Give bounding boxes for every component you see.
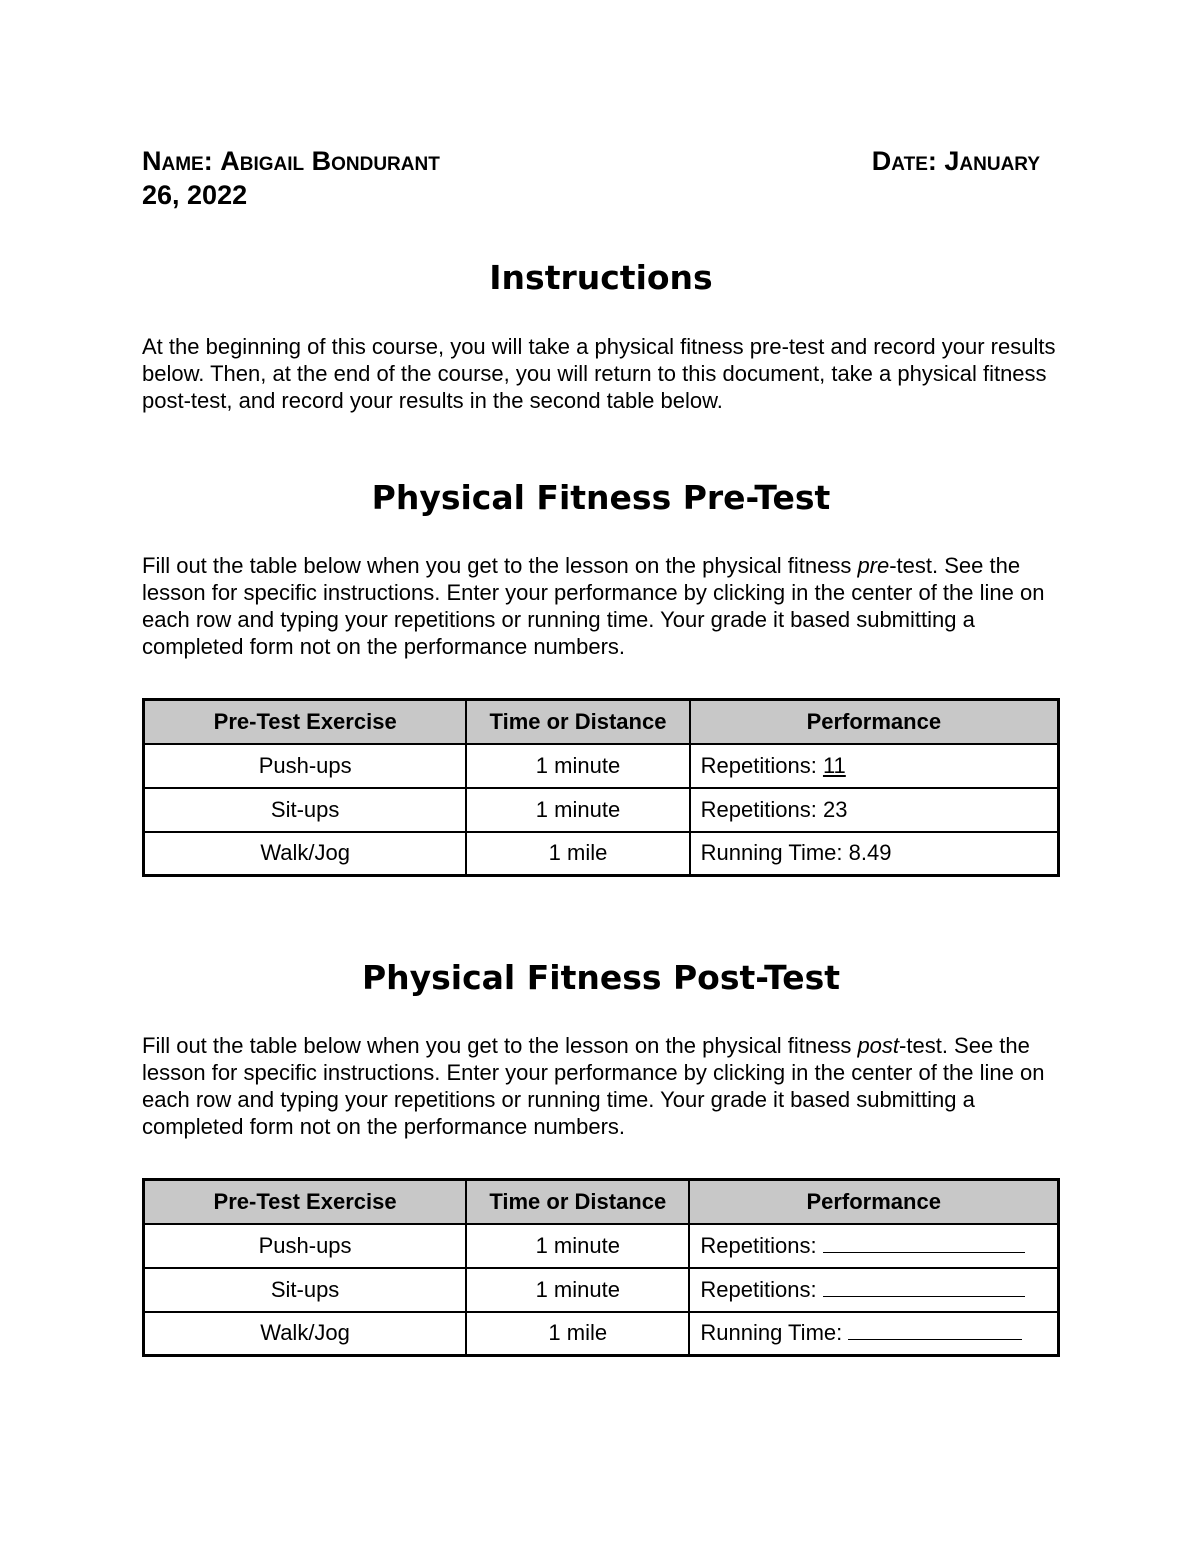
instructions-text: At the beginning of this course, you will take a physical fitness pre-test and record your results below. Then, at the end of the course, you will return to this document, take a physical fitness post-test, and record your results in the second table below. [142,334,1056,413]
table-header-row [144,1180,1059,1224]
time-cell: 1 minute [466,1268,689,1312]
performance-field[interactable]: Running Time: 8.49 [690,832,1059,876]
date-value-line1: January [944,146,1040,176]
column-header-time: Time or Distance [466,1180,689,1224]
header-line [142,144,1060,210]
column-header-time: Time or Distance [466,700,689,744]
exercise-cell: Push-ups [144,1224,467,1268]
column-header-exercise: Pre-Test Exercise [144,1180,467,1224]
performance-field[interactable]: Running Time: [689,1312,1058,1356]
performance-value[interactable]: 23 [822,796,848,822]
performance-value[interactable]: 11 [822,752,846,778]
time-cell: 1 mile [466,832,689,876]
performance-field[interactable]: Repetitions: 11 [690,744,1059,788]
column-header-exercise: Pre-Test Exercise [144,700,467,744]
pretest-title: Physical Fitness Pre-Test [371,478,831,517]
time-cell: 1 minute [466,1224,689,1268]
time-cell: 1 minute [466,744,689,788]
performance-field[interactable]: Repetitions: [689,1268,1058,1312]
performance-value[interactable]: 8.49 [848,840,892,866]
table-header-row [144,700,1059,744]
exercise-cell: Push-ups [144,744,467,788]
table-row [144,1224,1059,1268]
instructions-title: Instructions [489,258,713,297]
table-row [144,744,1059,788]
name-value: Abigail Bondurant [220,146,440,176]
performance-blank-line[interactable] [823,1278,1025,1297]
time-cell: 1 mile [466,1312,689,1356]
pretest-instructions: Fill out the table below when you get to the lesson on the physical fitness pre-test. See the lesson for specific instructions. Enter your performance by clicking in the center of the line on each row and typing your repetitions or running time. Your grade it based submitting a completed form not on the performance numbers. [142,553,1045,659]
name-label: Name: [142,146,213,176]
performance-field[interactable]: Repetitions: 23 [690,788,1059,832]
date-label: Date: [871,146,937,176]
performance-field[interactable]: Repetitions: [689,1224,1058,1268]
posttest-table [142,1178,1060,1357]
exercise-cell: Walk/Jog [144,1312,467,1356]
performance-blank-line[interactable] [823,1234,1025,1253]
table-row [144,1312,1059,1356]
exercise-cell: Sit-ups [144,788,467,832]
pretest-table [142,698,1060,877]
table-row [144,788,1059,832]
date-value-line2: 26, 2022 [142,180,248,210]
column-header-performance: Performance [690,700,1059,744]
posttest-title: Physical Fitness Post-Test [361,958,841,997]
exercise-cell: Sit-ups [144,1268,467,1312]
table-row [144,832,1059,876]
posttest-instructions: Fill out the table below when you get to the lesson on the physical fitness post-test. See the lesson for specific instructions. Enter your performance by clicking in the center of the line on each row and typing your repetitions or running time. Your grade it based submitting a completed form not on the performance numbers. [142,1033,1045,1139]
time-cell: 1 minute [466,788,689,832]
date-field [872,144,1040,178]
performance-blank-line[interactable] [848,1321,1022,1340]
column-header-performance: Performance [689,1180,1058,1224]
exercise-cell: Walk/Jog [144,832,467,876]
table-row [144,1268,1059,1312]
